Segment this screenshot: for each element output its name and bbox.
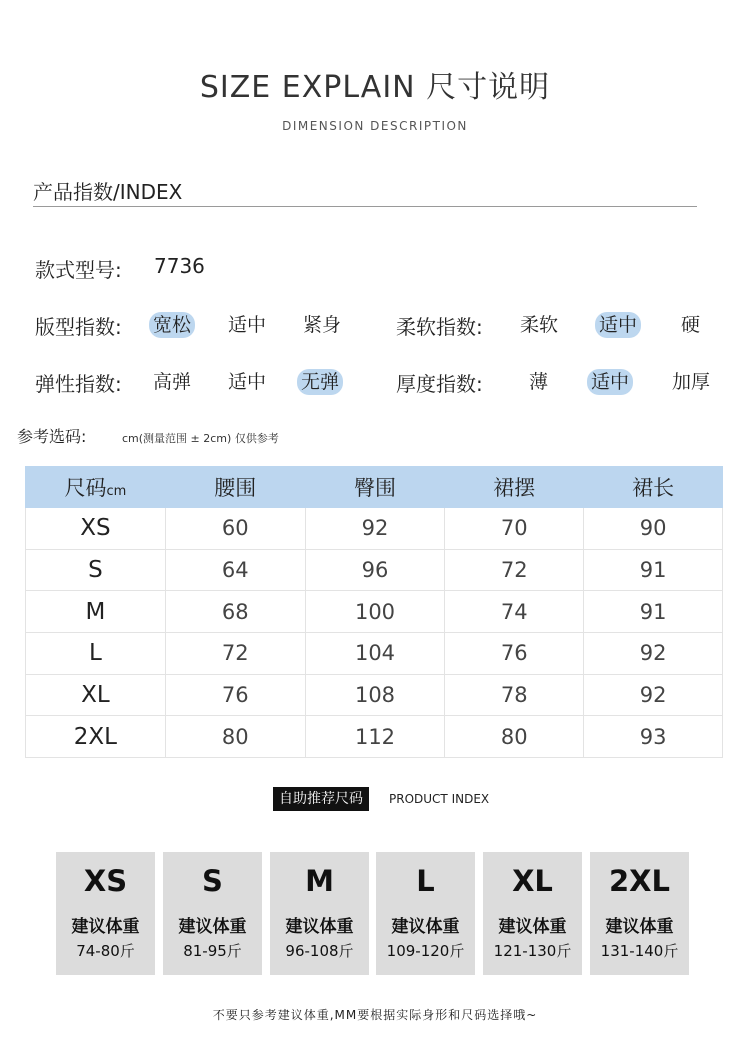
size-table xyxy=(25,466,723,758)
divider xyxy=(33,206,697,207)
recommendation-tag: 自助推荐尺码 xyxy=(273,787,369,811)
thickness-index-label: 厚度指数: xyxy=(396,372,483,396)
cell-hem: 78 xyxy=(445,674,584,716)
cell-hem: 76 xyxy=(445,633,584,675)
card-size: XS xyxy=(83,864,128,898)
cell-length: 93 xyxy=(584,716,723,758)
size-card-l xyxy=(376,852,475,975)
cell-hip: 100 xyxy=(305,591,445,633)
fit-option-regular: 适中 xyxy=(228,314,267,336)
card-size: M xyxy=(305,864,334,898)
page-subtitle: DIMENSION DESCRIPTION xyxy=(282,119,468,133)
table-row xyxy=(26,674,723,716)
header-hem: 裙摆 xyxy=(445,467,584,508)
cell-size: XS xyxy=(26,508,166,550)
index-heading: 产品指数/INDEX xyxy=(33,180,183,204)
cell-hip: 96 xyxy=(305,549,445,591)
cell-hip: 108 xyxy=(305,674,445,716)
elasticity-option-none: 无弹 xyxy=(297,369,343,395)
cell-length: 92 xyxy=(584,633,723,675)
card-caption: 建议体重 xyxy=(605,917,674,937)
size-card-2xl xyxy=(590,852,689,975)
cell-hip: 92 xyxy=(305,508,445,550)
cell-waist: 72 xyxy=(165,633,305,675)
fit-option-tight: 紧身 xyxy=(303,314,342,336)
header-length: 裙长 xyxy=(584,467,723,508)
cell-length: 91 xyxy=(584,549,723,591)
cell-waist: 64 xyxy=(165,549,305,591)
card-weight-range: 96-108斤 xyxy=(285,942,354,960)
recommendation-english: PRODUCT INDEX xyxy=(389,792,490,806)
table-row xyxy=(26,508,723,550)
cell-waist: 68 xyxy=(165,591,305,633)
thickness-option-thick: 加厚 xyxy=(672,371,711,393)
table-row xyxy=(26,716,723,758)
card-size: 2XL xyxy=(608,864,671,898)
cell-waist: 60 xyxy=(165,508,305,550)
cell-size: 2XL xyxy=(26,716,166,758)
cell-length: 91 xyxy=(584,591,723,633)
card-caption: 建议体重 xyxy=(178,917,247,937)
reference-label: 参考选码: xyxy=(17,427,87,446)
cell-size: L xyxy=(26,633,166,675)
elasticity-option-medium: 适中 xyxy=(228,371,267,393)
size-card-s xyxy=(163,852,262,975)
fit-index-label: 版型指数: xyxy=(35,315,122,339)
card-weight-range: 81-95斤 xyxy=(183,942,242,960)
cell-hem: 74 xyxy=(445,591,584,633)
card-caption: 建议体重 xyxy=(71,917,140,937)
cell-hem: 72 xyxy=(445,549,584,591)
table-row xyxy=(26,591,723,633)
softness-option-soft: 柔软 xyxy=(520,314,559,336)
card-weight-range: 109-120斤 xyxy=(386,942,465,960)
cell-size: M xyxy=(26,591,166,633)
table-row xyxy=(26,549,723,591)
thickness-option-thin: 薄 xyxy=(529,371,549,393)
card-weight-range: 131-140斤 xyxy=(600,942,679,960)
page-title: SIZE EXPLAIN 尺寸说明 xyxy=(199,70,551,105)
cell-hem: 80 xyxy=(445,716,584,758)
card-caption: 建议体重 xyxy=(391,917,460,937)
softness-option-medium: 适中 xyxy=(595,312,641,338)
card-caption: 建议体重 xyxy=(498,917,567,937)
card-caption: 建议体重 xyxy=(285,917,354,937)
cell-size: XL xyxy=(26,674,166,716)
card-weight-range: 74-80斤 xyxy=(76,942,135,960)
size-card-m xyxy=(270,852,369,975)
header-waist: 腰围 xyxy=(165,467,305,508)
unit-label: cm xyxy=(106,484,127,499)
cell-waist: 80 xyxy=(165,716,305,758)
model-label: 款式型号: xyxy=(35,258,122,282)
cell-hip: 112 xyxy=(305,716,445,758)
cell-waist: 76 xyxy=(165,674,305,716)
header-size: 尺码cm xyxy=(26,467,166,508)
thickness-option-medium: 适中 xyxy=(587,369,633,395)
softness-option-hard: 硬 xyxy=(681,314,701,336)
card-size: L xyxy=(416,864,435,898)
card-weight-range: 121-130斤 xyxy=(493,942,572,960)
card-size: S xyxy=(202,864,223,898)
cell-size: S xyxy=(26,549,166,591)
card-size: XL xyxy=(512,864,553,898)
elasticity-option-high: 高弹 xyxy=(153,371,192,393)
size-card-xs xyxy=(56,852,155,975)
cell-length: 92 xyxy=(584,674,723,716)
model-value: 7736 xyxy=(154,254,205,278)
cell-hip: 104 xyxy=(305,633,445,675)
table-row xyxy=(26,633,723,675)
cell-hem: 70 xyxy=(445,508,584,550)
cell-length: 90 xyxy=(584,508,723,550)
elasticity-index-label: 弹性指数: xyxy=(35,372,122,396)
size-card-xl xyxy=(483,852,582,975)
reference-note: cm(测量范围 ± 2cm) 仅供参考 xyxy=(122,432,279,445)
footer-note: 不要只参考建议体重,MM要根据实际身形和尺码选择哦~ xyxy=(212,1008,538,1022)
softness-index-label: 柔软指数: xyxy=(396,315,483,339)
fit-option-loose: 宽松 xyxy=(149,312,195,338)
header-hip: 臀围 xyxy=(305,467,445,508)
table-header-row xyxy=(26,467,723,508)
